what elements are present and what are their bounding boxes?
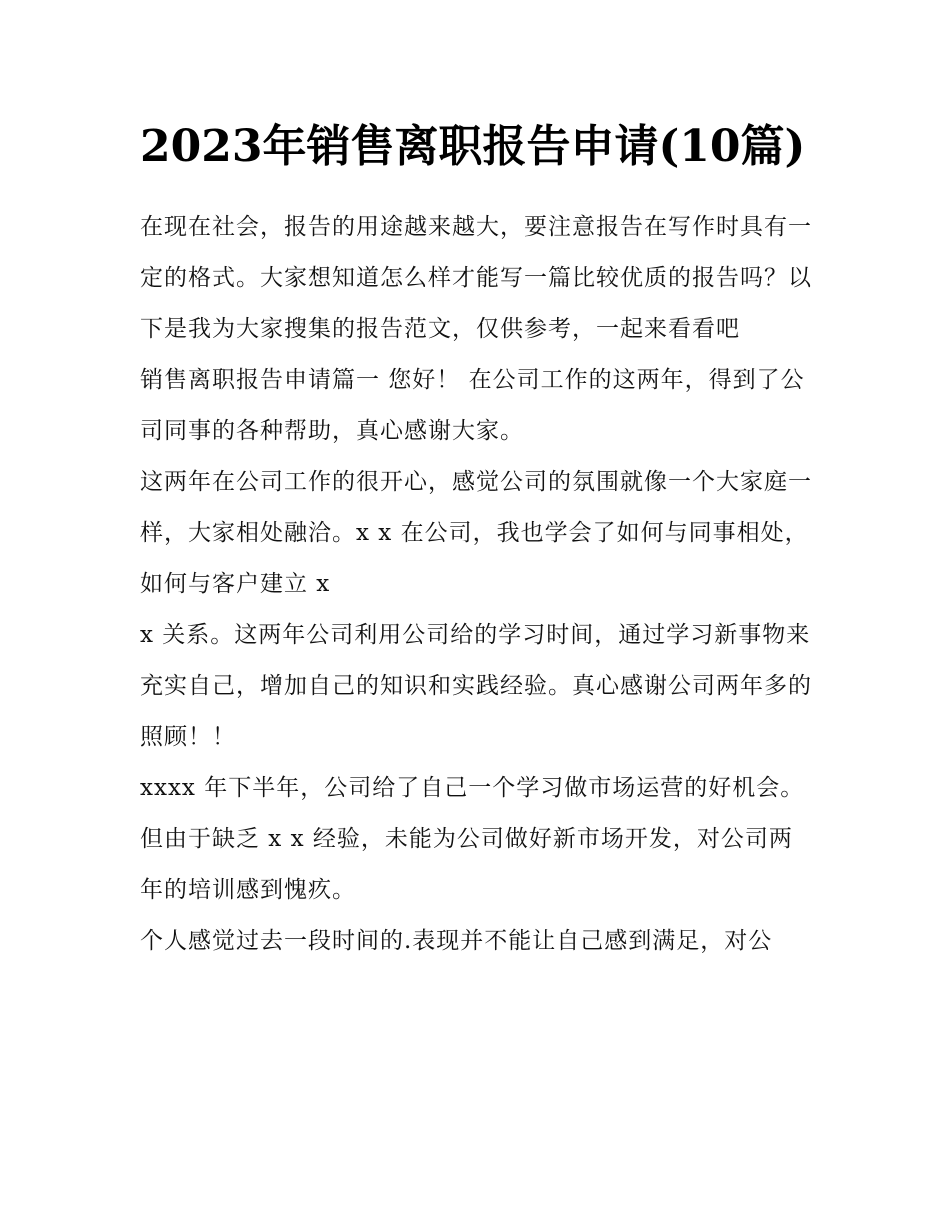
- paragraph-self-assessment: 个人感觉过去一段时间的.表现并不能让自己感到满足，对公: [140, 928, 773, 954]
- paragraph-intro: 在现在社会，报告的用途越来越大，要注意报告在写作时具有一定的格式。大家想知道怎么样才能写一篇比较优质的报告吗？以下是我为大家搜集的报告范文，仅供参考，一起来看看吧: [140, 214, 812, 342]
- paragraph-gratitude: x 关系。这两年公司利用公司给的学习时间，通过学习新事物来充实自己，增加自己的知识和实践经验。真心感谢公司两年多的照顾！！: [140, 622, 812, 750]
- document-title: 2023年销售离职报告申请(10篇): [140, 121, 806, 172]
- paragraph-greeting: 销售离职报告申请篇一 您好！ 在公司工作的这两年，得到了公司同事的各种帮助，真心感谢大家。: [140, 367, 805, 444]
- document-body: [140, 114, 815, 967]
- paragraph-experience: 这两年在公司工作的很开心，感觉公司的氛围就像一个大家庭一样，大家相处融洽。x x 在公司，我也学会了如何与同事相处，如何与客户建立 x: [140, 469, 812, 597]
- paragraph-market-opportunity: xxxx 年下半年，公司给了自己一个学习做市场运营的好机会。但由于缺乏 x x 经验，未能为公司做好新市场开发，对公司两年的培训感到愧疚。: [140, 775, 805, 903]
